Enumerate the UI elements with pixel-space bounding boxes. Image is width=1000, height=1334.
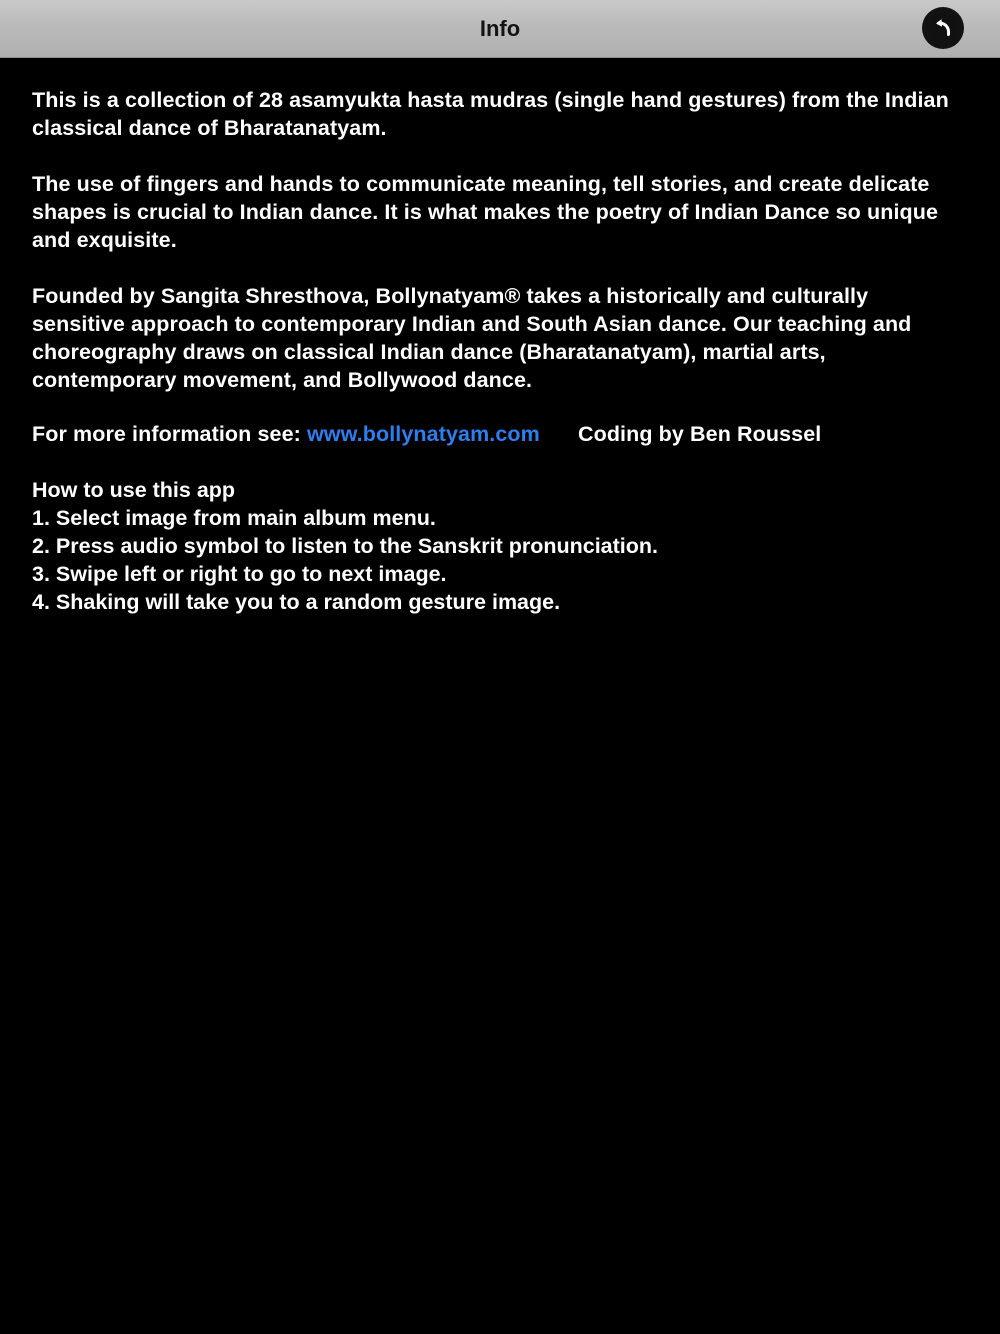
info-content: [0, 58, 1000, 616]
title-bar: [0, 0, 1000, 58]
list-item: 2. Press audio symbol to listen to the Sanskrit pronunciation.: [32, 534, 658, 558]
howto-list: [32, 504, 968, 616]
howto-title: How to use this app: [32, 478, 236, 502]
bollynatyam-website-link[interactable]: www.bollynatyam.com: [306, 422, 540, 446]
back-arrow-icon[interactable]: [922, 7, 964, 49]
dance-description-paragraph: The use of fingers and hands to communicate meaning, tell stories, and create delicate shapes is crucial to Indian dance. It is what makes the poetry of Indian Dance so unique and exquisite.: [32, 172, 939, 252]
company-paragraph: Founded by Sangita Shresthova, Bollynatyam® takes a historically and culturally sensitive approach to contemporary Indian and South Asian dance. Our teaching and choreography draws on classical Indian dance (Bharatanatyam), martial arts, contemporary movement, and Bollywood dance.: [32, 284, 912, 392]
more-info-line: [32, 420, 962, 448]
coding-credit: Coding by Ben Roussel: [577, 422, 822, 446]
intro-paragraph: This is a collection of 28 asamyukta hasta mudras (single hand gestures) from the Indian classical dance of Bharatanatyam.: [32, 88, 949, 140]
list-item: 1. Select image from main album menu.: [32, 506, 436, 530]
howto-section: [32, 476, 968, 616]
more-info-label: For more information see:: [32, 422, 301, 446]
page-title: Info: [479, 16, 521, 41]
list-item: 3. Swipe left or right to go to next image.: [32, 562, 447, 586]
list-item: 4. Shaking will take you to a random gesture image.: [32, 590, 561, 614]
